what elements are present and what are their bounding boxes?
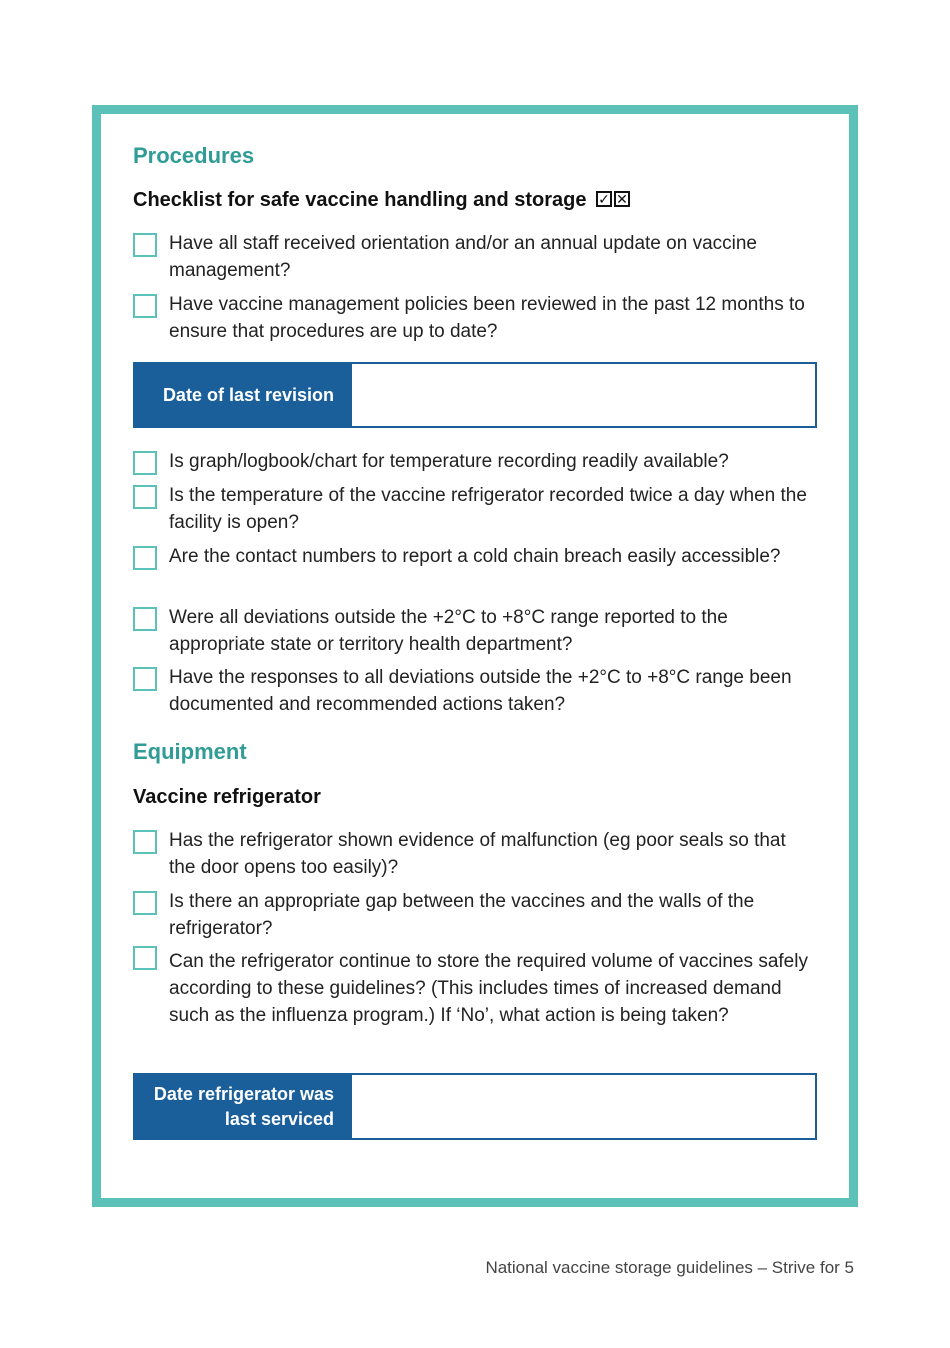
checklist-item-text: Have the responses to all deviations outside the +2°C to +8°C range been documented and recommended actions taken? bbox=[169, 667, 792, 715]
checklist-item-text: Has the refrigerator shown evidence of malfunction (eg poor seals so that the door opens too easily)? bbox=[169, 830, 786, 878]
checklist-item-text: Have all staff received orientation and/or an annual update on vaccine management? bbox=[169, 233, 757, 281]
checkbox[interactable] bbox=[133, 233, 157, 257]
checkbox[interactable] bbox=[133, 891, 157, 915]
tick-cross-legend bbox=[596, 189, 632, 212]
checklist-item-text: Is there an appropriate gap between the vaccines and the walls of the refrigerator? bbox=[169, 891, 755, 939]
checklist-title-text: Checklist for safe vaccine handling and storage bbox=[133, 189, 587, 211]
checkbox[interactable] bbox=[133, 546, 157, 570]
last-serviced-label: Date refrigerator was last serviced bbox=[135, 1075, 352, 1138]
checkbox[interactable] bbox=[133, 607, 157, 631]
last-revision-label: Date of last revision bbox=[135, 364, 352, 426]
checkbox[interactable] bbox=[133, 485, 157, 509]
vaccine-refrigerator-heading: Vaccine refrigerator bbox=[133, 786, 321, 808]
last-serviced-row bbox=[133, 1073, 817, 1140]
checklist-title bbox=[133, 189, 632, 212]
procedures-heading: Procedures bbox=[133, 143, 255, 168]
checklist-item-text: Are the contact numbers to report a cold chain breach easily accessible? bbox=[169, 546, 781, 567]
last-revision-field[interactable] bbox=[352, 364, 815, 426]
checkbox[interactable] bbox=[133, 830, 157, 854]
checklist-item-text: Have vaccine management policies been reviewed in the past 12 months to ensure that procedures are up to date? bbox=[169, 294, 805, 342]
checklist-item-text: Were all deviations outside the +2°C to +8°C range reported to the appropriate state or territory health department? bbox=[169, 607, 728, 655]
equipment-heading: Equipment bbox=[133, 739, 247, 764]
cross-box-icon: ✕ bbox=[614, 191, 630, 207]
checkbox[interactable] bbox=[133, 294, 157, 318]
page-footer: National vaccine storage guidelines – Strive for 5 bbox=[485, 1258, 854, 1277]
checklist-item-text: Can the refrigerator continue to store the required volume of vaccines safely according to these guidelines? (This includes times of increased demand such as the influenza program.) If ‘No’, what action is being taken? bbox=[169, 951, 808, 1026]
checklist-item-text: Is graph/logbook/chart for temperature recording readily available? bbox=[169, 451, 729, 472]
last-revision-row bbox=[133, 362, 817, 428]
tick-box-icon: ✓ bbox=[596, 191, 612, 207]
last-serviced-field[interactable] bbox=[352, 1075, 815, 1138]
checkbox[interactable] bbox=[133, 667, 157, 691]
checkbox[interactable] bbox=[133, 946, 157, 970]
checkbox[interactable] bbox=[133, 451, 157, 475]
checklist-item-text: Is the temperature of the vaccine refrigerator recorded twice a day when the facility is open? bbox=[169, 485, 807, 533]
